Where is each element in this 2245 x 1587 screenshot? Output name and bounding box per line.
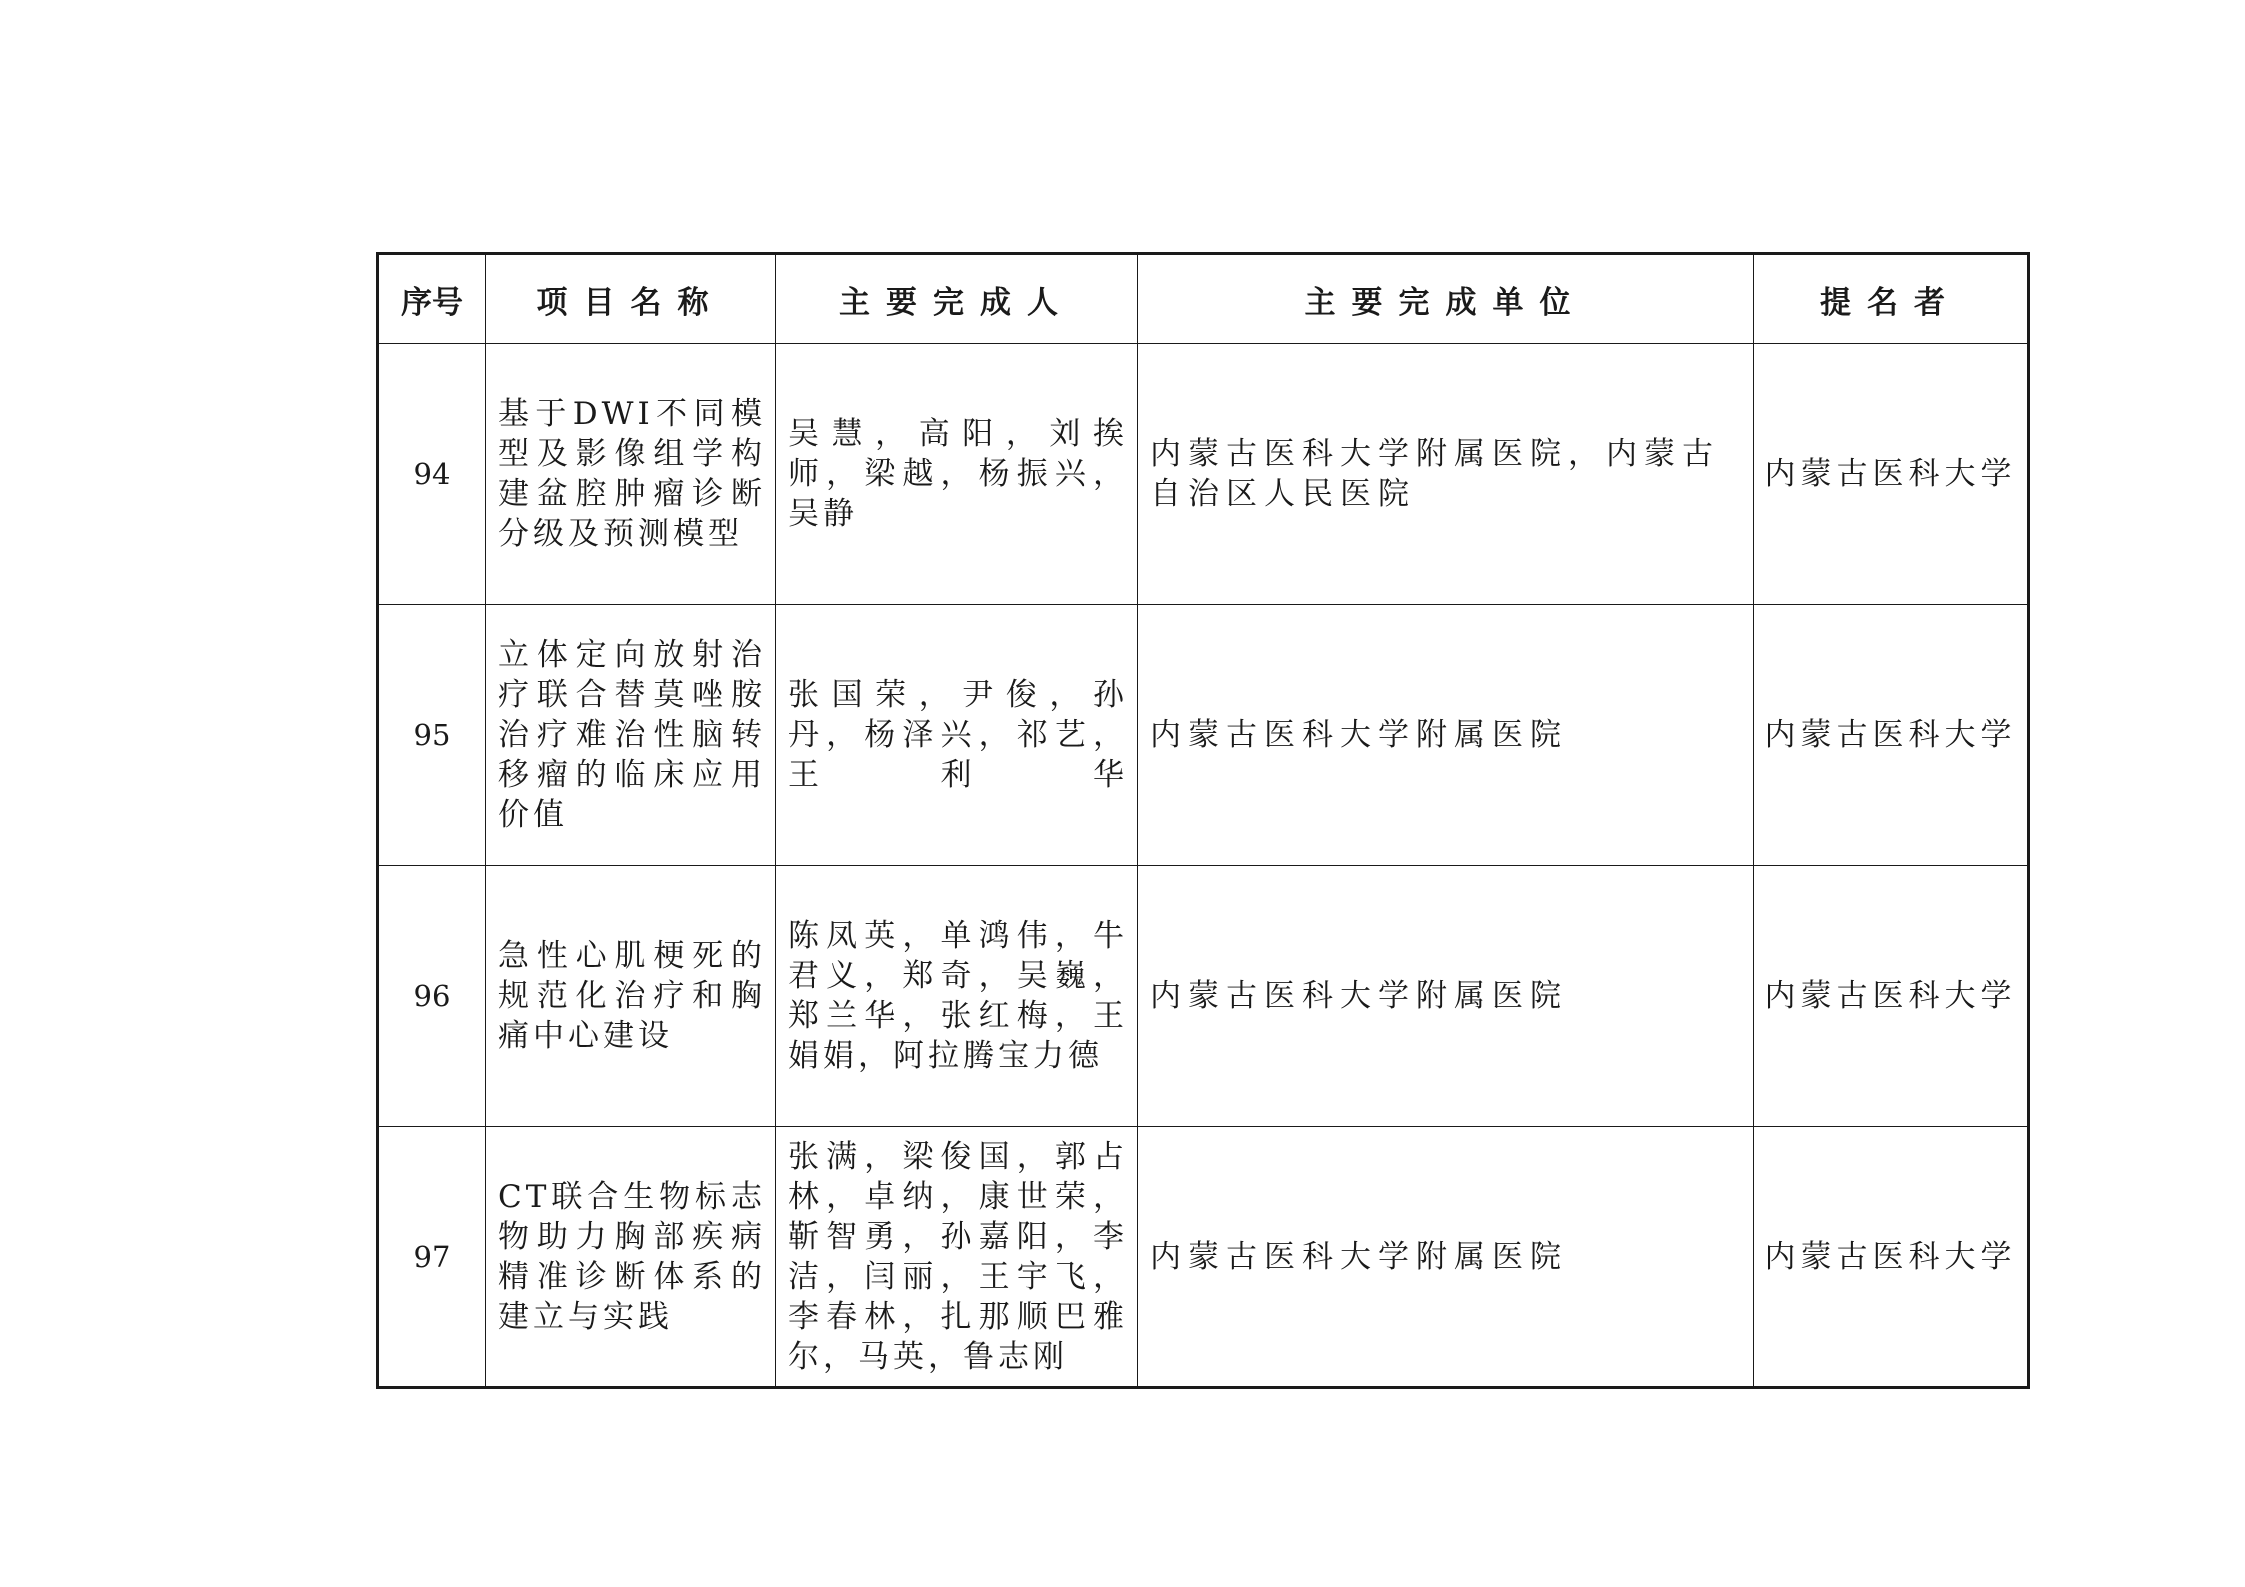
awards-table-container (376, 252, 2027, 1388)
main-contributors: 张国荣，尹俊，孙丹，杨泽兴，祁艺，王利华 (776, 605, 1138, 866)
header-main-contributors: 主要完成人 (776, 254, 1138, 344)
header-nominator: 提名者 (1754, 254, 2029, 344)
main-units: 内蒙古医科大学附属医院 (1138, 605, 1754, 866)
header-row (378, 254, 2029, 344)
header-project-name: 项目名称 (486, 254, 776, 344)
project-name: 急性心肌梗死的规范化治疗和胸痛中心建设 (486, 866, 776, 1127)
table-body (378, 344, 2029, 1388)
main-units: 内蒙古医科大学附属医院 (1138, 866, 1754, 1127)
table-row (378, 866, 2029, 1127)
main-units: 内蒙古医科大学附属医院，内蒙古自治区人民医院 (1138, 344, 1754, 605)
main-units: 内蒙古医科大学附属医院 (1138, 1127, 1754, 1388)
table-row (378, 605, 2029, 866)
header-index: 序号 (378, 254, 486, 344)
nominator: 内蒙古医科大学 (1754, 1127, 2029, 1388)
project-name: 基于DWI不同模型及影像组学构建盆腔肿瘤诊断分级及预测模型 (486, 344, 776, 605)
main-contributors: 张满，梁俊国，郭占林，卓纳，康世荣，靳智勇，孙嘉阳，李洁，闫丽，王宇飞，李春林，扎那顺巴雅尔，马英，鲁志刚 (776, 1127, 1138, 1388)
table-row (378, 344, 2029, 605)
project-name: CT联合生物标志物助力胸部疾病精准诊断体系的建立与实践 (486, 1127, 776, 1388)
row-index: 95 (378, 605, 486, 866)
row-index: 94 (378, 344, 486, 605)
main-contributors: 陈凤英，单鸿伟，牛君义，郑奇，吴巍，郑兰华，张红梅，王娟娟，阿拉腾宝力德 (776, 866, 1138, 1127)
main-contributors: 吴慧，高阳，刘挨师，梁越，杨振兴，吴静 (776, 344, 1138, 605)
row-index: 97 (378, 1127, 486, 1388)
table-row (378, 1127, 2029, 1388)
header-main-units: 主要完成单位 (1138, 254, 1754, 344)
row-index: 96 (378, 866, 486, 1127)
project-name: 立体定向放射治疗联合替莫唑胺治疗难治性脑转移瘤的临床应用价值 (486, 605, 776, 866)
nominator: 内蒙古医科大学 (1754, 866, 2029, 1127)
table-header (378, 254, 2029, 344)
nominator: 内蒙古医科大学 (1754, 605, 2029, 866)
nominator: 内蒙古医科大学 (1754, 344, 2029, 605)
awards-table (376, 252, 2030, 1389)
